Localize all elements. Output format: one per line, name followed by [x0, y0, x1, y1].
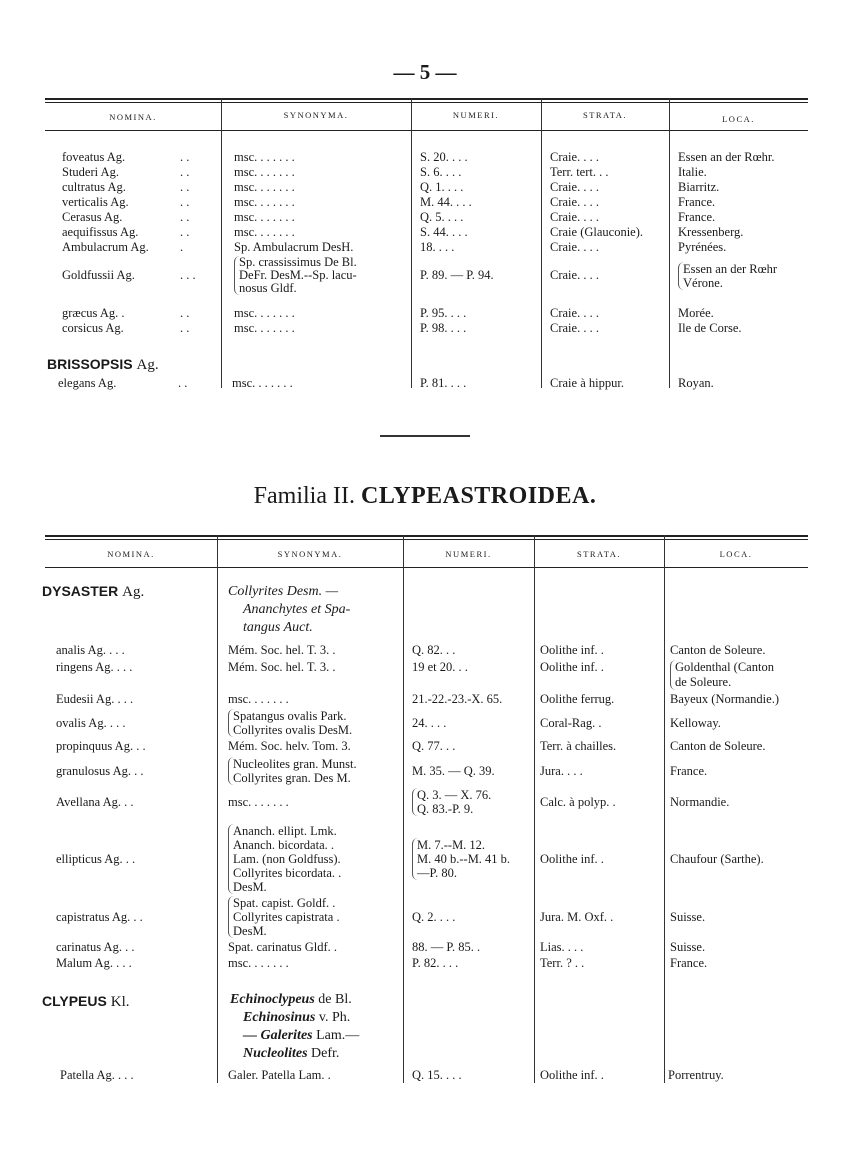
row-loca: Kressenberg.: [678, 225, 744, 239]
genus-dysaster: [42, 583, 144, 601]
row-strat: Craie. . . .: [550, 306, 599, 320]
row-loca: Pyrénées.: [678, 240, 727, 254]
row-loca: Kelloway.: [670, 716, 721, 730]
genus-syn-line: [243, 1029, 359, 1043]
row-loca: France.: [670, 764, 708, 778]
row-num: Q. 1. . . .: [420, 180, 464, 194]
row-syn: msc. . . . . . .: [234, 306, 295, 320]
genus-brissopsis: [47, 356, 159, 374]
row-dots: . .: [180, 165, 190, 179]
row-syn: Mém. Soc. hel. T. 3. .: [228, 660, 336, 674]
row-num: P. 81. . . .: [420, 376, 467, 390]
row-num: 88. — P. 85. .: [412, 940, 481, 954]
syn-part: Echinosinus: [243, 1010, 316, 1025]
row-loca: Biarritz.: [678, 180, 720, 194]
row-syn: [228, 709, 352, 737]
cell-line: Collyrites ovalis DesM.: [233, 723, 353, 737]
row-dots: . .: [180, 321, 190, 335]
syn-part: Nucleolites: [243, 1046, 308, 1061]
row-loca: France.: [678, 195, 716, 209]
row-strat: Jura. M. Oxf. .: [540, 910, 614, 924]
cell-line: Spat. capist. Goldf. .: [233, 896, 336, 910]
row-strat: Calc. à polyp. .: [540, 795, 616, 809]
genus-name: DYSASTER: [42, 583, 119, 599]
row-syn: msc. . . . . . .: [234, 321, 295, 335]
row-num: P. 98. . . .: [420, 321, 467, 335]
row-num: M. 35. — Q. 39.: [412, 764, 495, 778]
row-loca: France.: [670, 956, 708, 970]
row-syn: msc. . . . . . .: [234, 150, 295, 164]
row-loca: Normandie.: [670, 795, 730, 809]
row-nomen: Cerasus Ag.: [62, 210, 123, 224]
row-strat: Craie. . . .: [550, 195, 599, 209]
row-strat: Oolithe inf. .: [540, 852, 604, 866]
syn-part: Defr.: [307, 1046, 340, 1061]
row-strat: Craie. . . .: [550, 268, 599, 282]
cell-line: Ananch. bicordata. .: [233, 838, 335, 852]
genus-syn-line: Collyrites Desm. —: [228, 584, 339, 599]
row-nomen: elegans Ag.: [58, 376, 117, 390]
row-dots: . . .: [180, 268, 196, 282]
genus-name: BRISSOPSIS: [47, 356, 133, 372]
row-num: Q. 77. . .: [412, 739, 456, 753]
row-nomen: aequifissus Ag.: [62, 225, 139, 239]
row-syn: msc. . . . . . .: [234, 165, 295, 179]
genus-syn-line: Ananchytes et Spa-: [243, 602, 351, 617]
row-num: S. 6. . . .: [420, 165, 462, 179]
syn-part: Lam.—: [312, 1028, 360, 1043]
genus-syn-line: [230, 993, 352, 1007]
cell-line: M. 40 b.--M. 41 b.: [417, 852, 511, 866]
row-dots: . .: [180, 306, 190, 320]
row-loca: Morée.: [678, 306, 714, 320]
row-loca: [678, 262, 777, 290]
cell-line: Ananch. ellipt. Lmk.: [233, 824, 337, 838]
row-dots: . .: [178, 376, 188, 390]
row-strat: Oolithe inf. .: [540, 643, 604, 657]
row-strat: Craie. . . .: [550, 210, 599, 224]
row-syn: [228, 824, 341, 894]
row-syn: [228, 896, 340, 938]
header-synonyma: SYNONYMA.: [277, 549, 343, 559]
syn-part: Echinoclypeus: [230, 992, 315, 1007]
cell-line: M. 7.--M. 12.: [417, 838, 486, 852]
row-num: P. 89. — P. 94.: [420, 268, 494, 282]
row-dots: . .: [180, 210, 190, 224]
row-strat: Oolithe inf. .: [540, 1068, 604, 1082]
row-num: [412, 838, 510, 880]
row-dots: . .: [180, 180, 190, 194]
cell-line: Lam. (non Goldfuss).: [233, 852, 341, 866]
row-syn: msc. . . . . . .: [234, 210, 295, 224]
row-nomen: propinquus Ag. . .: [56, 739, 146, 753]
row-strat: Craie (Glauconie).: [550, 225, 644, 239]
header-loca: LOCA.: [719, 549, 753, 559]
row-strat: Terr. tert. . .: [550, 165, 609, 179]
row-nomen: Ambulacrum Ag.: [62, 240, 149, 254]
row-nomen: verticalis Ag.: [62, 195, 129, 209]
row-num: P. 82. . . .: [412, 956, 459, 970]
row-strat: Craie. . . .: [550, 150, 599, 164]
genus-syn-line: [243, 1011, 350, 1025]
cell-line: DesM.: [233, 880, 267, 894]
row-nomen: Studeri Ag.: [62, 165, 119, 179]
header-nomina: NOMINA.: [109, 112, 157, 122]
row-loca: Essen an der Rœhr.: [678, 150, 775, 164]
row-nomen: analis Ag. . . .: [56, 643, 125, 657]
row-dots: . .: [180, 195, 190, 209]
row-strat: Oolithe inf. .: [540, 660, 604, 674]
cell-line: Goldenthal (Canton: [675, 660, 774, 674]
row-strat: Coral-Rag. .: [540, 716, 602, 730]
cell-line: Collyrites gran. Des M.: [233, 771, 351, 785]
row-nomen: corsicus Ag.: [62, 321, 124, 335]
row-nomen: cultratus Ag.: [62, 180, 126, 194]
cell-line: Essen an der Rœhr: [683, 262, 778, 276]
genus-author: Ag.: [122, 584, 145, 600]
row-num: 24. . . .: [412, 716, 447, 730]
row-syn: Mém. Soc. helv. Tom. 3.: [228, 739, 351, 753]
cell-line: Collyrites bicordata. .: [233, 866, 342, 880]
page-number: — 5 —: [393, 60, 457, 84]
header-numeri: NUMERI.: [452, 110, 500, 120]
row-loca: Ile de Corse.: [678, 321, 742, 335]
row-loca: [670, 660, 774, 690]
row-nomen: Malum Ag. . . .: [56, 956, 132, 970]
row-nomen: græcus Ag. .: [62, 306, 125, 320]
row-syn: Galer. Patella Lam. .: [228, 1068, 331, 1082]
cell-line: DeFr. DesM.--Sp. lacu-: [239, 268, 357, 282]
row-num: M. 44. . . .: [420, 195, 472, 209]
row-syn: Spat. carinatus Gldf. .: [228, 940, 338, 954]
genus-author: Kl.: [110, 994, 130, 1010]
header-synonyma: SYNONYMA.: [283, 110, 349, 120]
row-loca: Suisse.: [670, 940, 706, 954]
row-nomen: Goldfussii Ag.: [62, 268, 135, 282]
row-nomen: carinatus Ag. . .: [56, 940, 135, 954]
row-syn: msc. . . . . . .: [234, 180, 295, 194]
row-num: Q. 15. . . .: [412, 1068, 462, 1082]
cell-line: DesM.: [233, 924, 267, 938]
row-nomen: ringens Ag. . . .: [56, 660, 133, 674]
family-title: [0, 483, 850, 510]
row-loca: Canton de Soleure.: [670, 643, 766, 657]
row-nomen: foveatus Ag.: [62, 150, 126, 164]
row-dots: . .: [180, 150, 190, 164]
row-nomen: Eudesii Ag. . . .: [56, 692, 134, 706]
row-num: 18. . . .: [420, 240, 455, 254]
genus-syn-line: [243, 1047, 339, 1061]
row-strat: Craie à hippur.: [550, 376, 624, 390]
header-strata: STRATA.: [576, 549, 622, 559]
row-loca: Chaufour (Sarthe).: [670, 852, 764, 866]
row-strat: Craie. . . .: [550, 180, 599, 194]
row-num: 19 et 20. . .: [412, 660, 468, 674]
row-nomen: granulosus Ag. . .: [56, 764, 144, 778]
row-dots: .: [180, 240, 184, 254]
row-num: [412, 788, 491, 816]
cell-line: Vérone.: [683, 276, 723, 290]
row-nomen: ellipticus Ag. . .: [56, 852, 136, 866]
row-loca: Porrentruy.: [668, 1068, 724, 1082]
cell-line: de Soleure.: [675, 675, 732, 689]
cell-line: Sp. crassissimus De Bl.: [239, 255, 357, 269]
header-nomina: NOMINA.: [107, 549, 155, 559]
row-strat: Oolithe ferrug.: [540, 692, 615, 706]
row-strat: Craie. . . .: [550, 240, 599, 254]
row-syn: msc. . . . . . .: [228, 956, 289, 970]
header-loca: LOCA.: [722, 114, 755, 124]
row-num: S. 44. . . .: [420, 225, 468, 239]
genus-author: Ag.: [136, 357, 159, 373]
row-syn: msc. . . . . . .: [232, 376, 293, 390]
row-loca: Suisse.: [670, 910, 706, 924]
row-num: 21.-22.-23.-X. 65.: [412, 692, 503, 706]
syn-part: v. Ph.: [315, 1010, 351, 1025]
syn-part: — Galerites: [243, 1028, 313, 1043]
row-loca: France.: [678, 210, 716, 224]
row-strat: Jura. . . .: [540, 764, 583, 778]
cell-line: Spatangus ovalis Park.: [233, 709, 347, 723]
row-num: S. 20. . . .: [420, 150, 468, 164]
row-nomen: capistratus Ag. . .: [56, 910, 143, 924]
row-dots: . .: [180, 225, 190, 239]
row-syn: msc. . . . . . .: [234, 225, 295, 239]
cell-line: —P. 80.: [417, 866, 457, 880]
row-strat: Terr. à chailles.: [540, 739, 617, 753]
row-loca: Royan.: [678, 376, 714, 390]
row-syn: Mém. Soc. hel. T. 3. .: [228, 643, 336, 657]
row-syn: Sp. Ambulacrum DesH.: [234, 240, 354, 254]
row-nomen: ovalis Ag. . . .: [56, 716, 126, 730]
row-loca: Canton de Soleure.: [670, 739, 766, 753]
row-loca: Italie.: [678, 165, 707, 179]
row-num: P. 95. . . .: [420, 306, 467, 320]
cell-line: nosus Gldf.: [239, 281, 297, 295]
row-strat: Craie. . . .: [550, 321, 599, 335]
row-syn: msc. . . . . . .: [228, 795, 289, 809]
cell-line: Q. 83.-P. 9.: [417, 802, 474, 816]
section-separator: [380, 435, 470, 437]
row-loca: Bayeux (Normandie.): [670, 692, 779, 706]
row-syn: [228, 757, 357, 785]
row-strat: Lias. . . .: [540, 940, 584, 954]
row-syn: [234, 256, 357, 295]
row-num: Q. 82. . .: [412, 643, 456, 657]
row-num: Q. 5. . . .: [420, 210, 464, 224]
row-syn: msc. . . . . . .: [228, 692, 289, 706]
genus-name: CLYPEUS: [42, 993, 107, 1009]
family-name: CLYPEASTROIDEA.: [360, 483, 597, 509]
genus-syn-line: tangus Auct.: [243, 620, 313, 635]
row-nomen: Patella Ag. . . .: [60, 1068, 134, 1082]
row-syn: msc. . . . . . .: [234, 195, 295, 209]
family-prefix: Familia II.: [253, 483, 355, 509]
syn-part: de Bl.: [314, 992, 352, 1007]
header-numeri: NUMERI.: [445, 549, 492, 559]
genus-clypeus: [42, 993, 129, 1011]
row-nomen: Avellana Ag. . .: [56, 795, 134, 809]
cell-line: Collyrites capistrata .: [233, 910, 340, 924]
header-strata: STRATA.: [582, 110, 628, 120]
row-num: Q. 2. . . .: [412, 910, 456, 924]
cell-line: Nucleolites gran. Munst.: [233, 757, 357, 771]
row-strat: Terr. ? . .: [540, 956, 585, 970]
cell-line: Q. 3. — X. 76.: [417, 788, 492, 802]
